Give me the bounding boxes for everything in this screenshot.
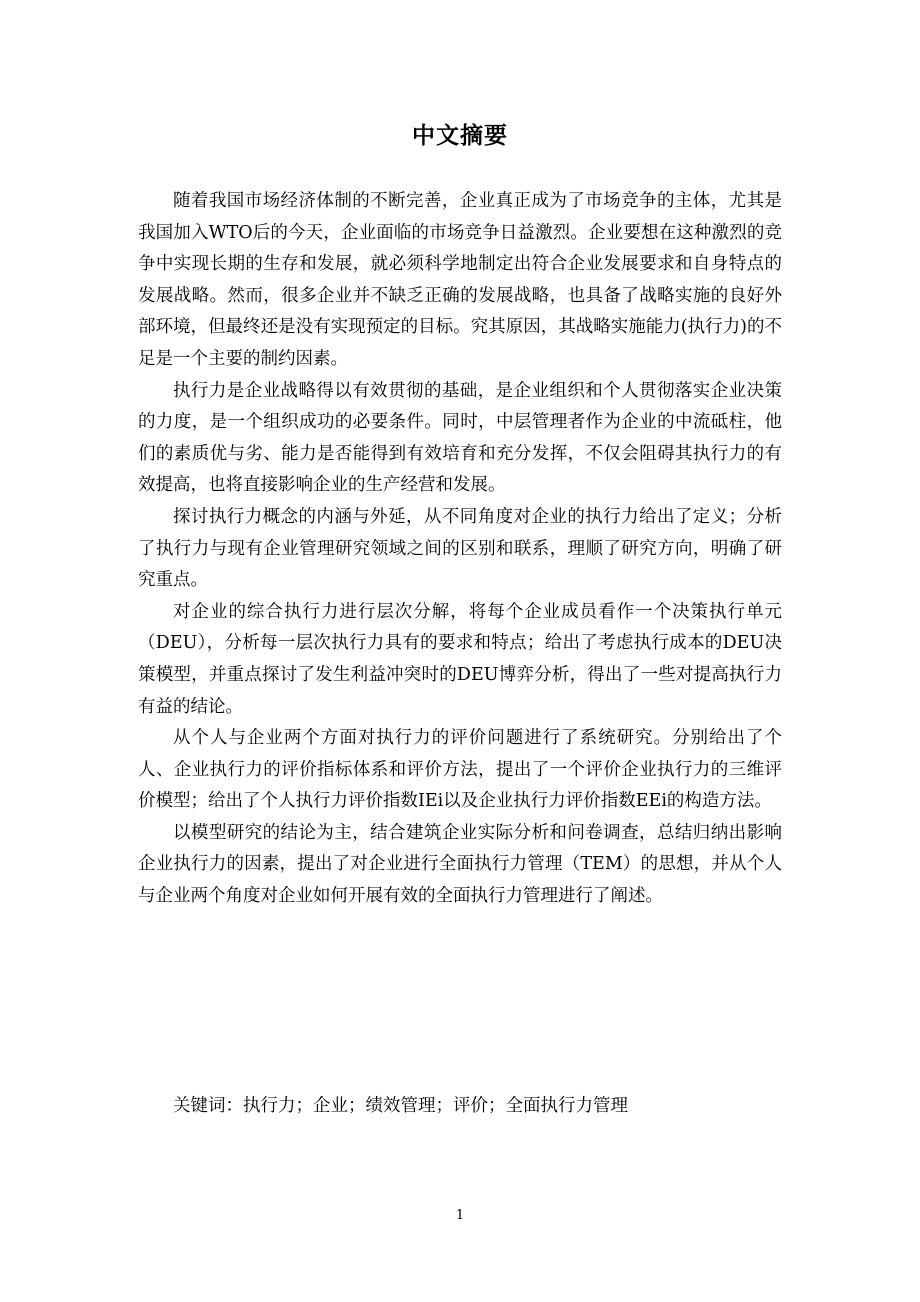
abstract-paragraph-4: 对企业的综合执行力进行层次分解，将每个企业成员看作一个决策执行单元（DEU），分析每一层次执行力具有的要求和特点；给出了考虑执行成本的DEU决策模型，并重点探讨了发生利益冲突时的DEU博弈分析，得出了一些对提高执行力有益的结论。 bbox=[138, 601, 782, 717]
abstract-body bbox=[138, 186, 782, 913]
page-title: 中文摘要 bbox=[412, 123, 508, 149]
abstract-paragraph-6: 以模型研究的结论为主，结合建筑企业实际分析和问卷调查，总结归纳出影响企业执行力的因素，提出了对企业进行全面执行力管理（TEM）的思想，并从个人与企业两个角度对企业如何开展有效的全面执行力管理进行了阐述。 bbox=[138, 822, 782, 907]
abstract-paragraph-2: 执行力是企业战略得以有效贯彻的基础，是企业组织和个人贯彻落实企业决策的力度，是一个组织成功的必要条件。同时，中层管理者作为企业的中流砥柱，他们的素质优与劣、能力是否能得到有效培育和充分发挥，不仅会阻碍其执行力的有效提高，也将直接影响企业的生产经营和发展。 bbox=[138, 380, 782, 496]
abstract-paragraph-3: 探讨执行力概念的内涵与外延，从不同角度对企业的执行力给出了定义；分析了执行力与现有企业管理研究领域之间的区别和联系，理顺了研究方向，明确了研究重点。 bbox=[138, 506, 782, 591]
keywords-line: 关键词：执行力；企业；绩效管理；评价；全面执行力管理 bbox=[173, 1096, 628, 1116]
page-number: 1 bbox=[455, 1208, 465, 1223]
abstract-paragraph-1: 随着我国市场经济体制的不断完善，企业真正成为了市场竞争的主体，尤其是我国加入WTO后的今天，企业面临的市场竞争日益激烈。企业要想在这种激烈的竞争中实现长期的生存和发展，就必须科学地制定出符合企业发展要求和自身特点的发展战略。然而，很多企业并不缺乏正确的发展战略，也具备了战略实施的良好外部环境，但最终还是没有实现预定的目标。究其原因，其战略实施能力(执行力)的不足是一个主要的制约因素。 bbox=[138, 191, 782, 369]
abstract-paragraph-5: 从个人与企业两个方面对执行力的评价问题进行了系统研究。分别给出了个人、企业执行力的评价指标体系和评价方法，提出了一个评价企业执行力的三维评价模型；给出了个人执行力评价指数IEi以及企业执行力评价指数EEi的构造方法。 bbox=[138, 728, 782, 812]
